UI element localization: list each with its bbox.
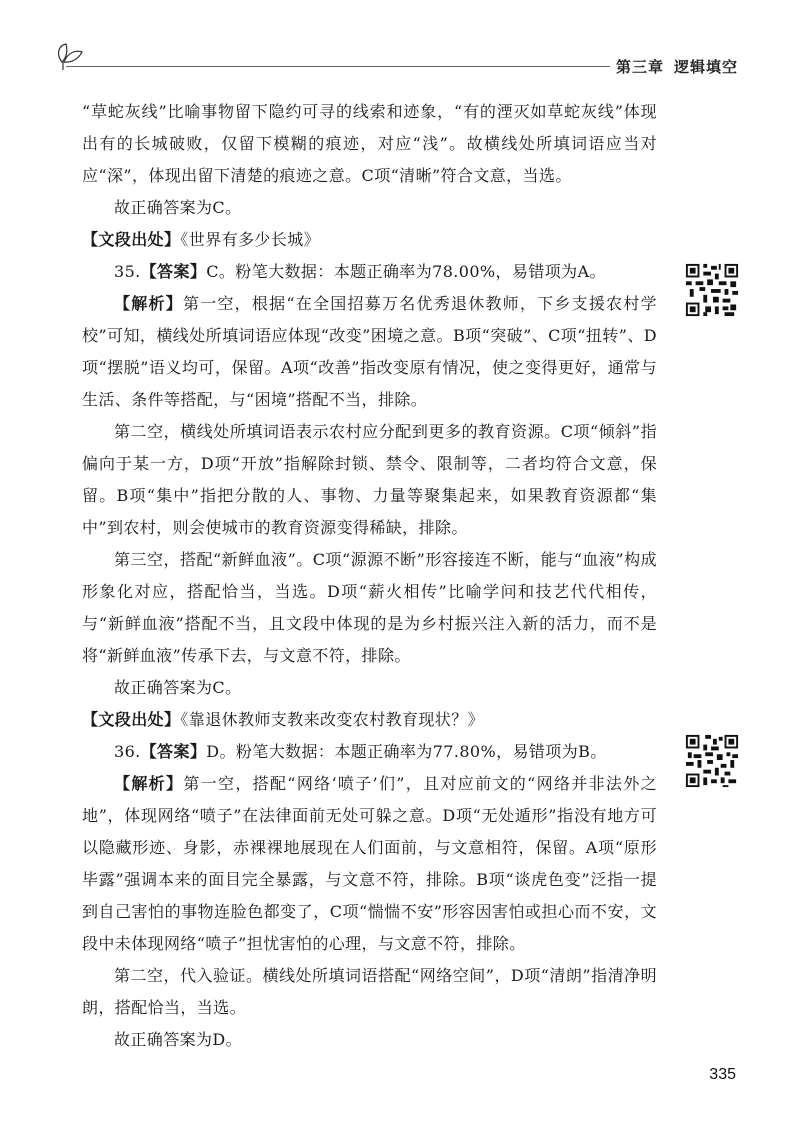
- paragraph: 第二空，代入验证。横线处所填词语搭配“网络空间”，D项“清朗”指清净明朗，搭配恰当，当选。: [82, 966, 657, 1017]
- page-body: [82, 96, 657, 1056]
- page-number: 335: [709, 1066, 736, 1083]
- analysis-text: 第一空，搭配“网络‘喷子’们”，且对应前文的“网络并非法外之地”，体现网络“喷子”在法律面前无处可躲之意。D项“无处遁形”指没有地方可以隐藏形迹、身影，赤裸裸地展现在人们面前，与文意相符，保留。A项“原形毕露”强调本来的面目完全暴露，与文意不符，排除。B项“谈虎色变”泛指一提到自己害怕的事物连脸色都变了，C项“惴惴不安”形容因害怕或担心而不安，文段中未体现网络“喷子”担忧害怕的心理，与文意不符，排除。: [82, 774, 657, 953]
- source-tag: 【文段出处】: [82, 710, 181, 729]
- answer-tag: 【答案】: [140, 262, 207, 281]
- analysis-tag: 【解析】: [114, 294, 183, 313]
- answer-header-35: [82, 256, 657, 288]
- source-title: 《世界有多少长城》: [180, 230, 321, 249]
- chapter-heading: [610, 56, 742, 77]
- question-number: 36.: [114, 742, 141, 761]
- analysis-paragraph: [82, 288, 657, 416]
- answer-text: C。粉笔大数据：本题正确率为78.00%，易错项为A。: [206, 262, 606, 281]
- page-header: [52, 40, 742, 74]
- question-number: 35.: [114, 262, 141, 281]
- paragraph: 第二空，横线处所填词语表示农村应分配到更多的教育资源。C项“倾斜”指偏向于某一方，D项“开放”指解除封锁、禁令、限制等，二者均符合文意，保留。B项“集中”指把分散的人、事物、力量等聚集起来，如果教育资源都“集中”到农村，则会使城市的教育资源变得稀缺，排除。: [82, 422, 657, 537]
- source-line: [82, 224, 657, 256]
- answer-line: 故正确答案为C。: [114, 678, 242, 697]
- source-line: [82, 704, 657, 736]
- qr-code-icon[interactable]: [684, 733, 740, 789]
- paragraph: 第三空，搭配“新鲜血液”。C项“源源不断”形容接连不断，能与“血液”构成形象化对应，搭配恰当，当选。D项“薪火相传”比喻学问和技艺代代相传，与“新鲜血液”搭配不当，且文段中体现的是为乡村振兴注入新的活力，而不是将“新鲜血液”传承下去，与文意不符，排除。: [82, 550, 657, 665]
- answer-text: D。粉笔大数据：本题正确率为77.80%，易错项为B。: [206, 742, 607, 761]
- answer-header-36: [82, 736, 657, 768]
- answer-tag: 【答案】: [140, 742, 207, 761]
- source-tag: 【文段出处】: [82, 230, 181, 249]
- answer-line: 故正确答案为C。: [114, 198, 242, 217]
- chapter-title: 逻辑填空: [673, 58, 738, 76]
- qr-code-icon[interactable]: [684, 262, 740, 318]
- analysis-text: 第一空，根据“在全国招募万名优秀退休教师，下乡支援农村学校”可知，横线处所填词语应体现“改变”困境之意。B项“突破”、C项“扭转”、D项“摆脱”语义均可，保留。A项“改善”指改变原有情况，使之变得更好，通常与生活、条件等搭配，与“困境”搭配不当，排除。: [82, 294, 657, 409]
- source-title: 《靠退休教师支教来改变农村教育现状？》: [180, 710, 485, 729]
- paragraph: “草蛇灰线”比喻事物留下隐约可寻的线索和迹象，“有的湮灭如草蛇灰线”体现出有的长城破败，仅留下模糊的痕迹，对应“浅”。故横线处所填词语应当对应“深”，体现出留下清楚的痕迹之意。C项“清晰”符合文意，当选。: [82, 102, 657, 185]
- analysis-paragraph: [82, 768, 657, 960]
- chapter-label: 第三章: [615, 58, 664, 76]
- answer-line: 故正确答案为D。: [114, 1030, 243, 1049]
- analysis-tag: 【解析】: [114, 774, 184, 793]
